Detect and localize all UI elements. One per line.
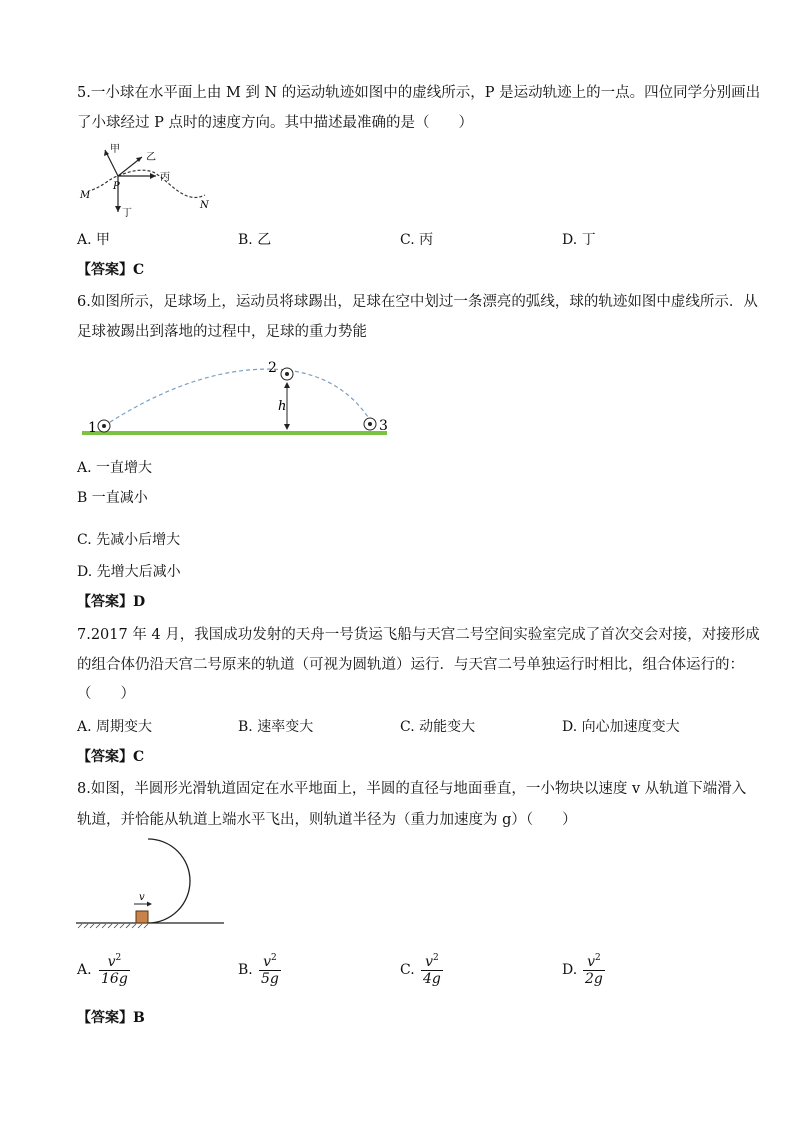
q6-option-a: A. 一直增大	[77, 460, 153, 476]
semicircle-track	[148, 839, 190, 923]
label-2: 2	[268, 360, 277, 376]
q7-option-b: B. 速率变大	[238, 719, 314, 735]
q8-option-c-letter: C.	[400, 962, 415, 978]
label-yi: 乙	[146, 152, 156, 163]
label-3: 3	[379, 418, 388, 434]
q5-velocity-figure	[70, 140, 220, 225]
q8-option-b-letter: B.	[238, 962, 253, 978]
q6-answer: 【答案】D	[77, 594, 146, 610]
q5-option-b: B. 乙	[238, 232, 272, 248]
ball-trajectory	[104, 369, 370, 426]
q7-option-c: C. 动能变大	[400, 719, 476, 735]
q8-option-d-fraction: $\frac{v^2}{2g}$	[583, 950, 605, 987]
q5-text-line2: 了小球经过 P 点时的速度方向。其中描述最准确的是（ ）	[77, 115, 473, 131]
q5-option-d: D. 丁	[562, 232, 596, 248]
q8-option-a-fraction: $\frac{v^2}{16g}$	[99, 950, 130, 987]
q8-text-line1: 8.如图，半圆形光滑轨道固定在水平地面上，半圆的直径与地面垂直，一小物块以速度 v 从轨道下端滑入	[77, 781, 747, 797]
q8-option-a-letter: A.	[77, 962, 92, 978]
q8-semicircle-track-figure	[74, 838, 204, 933]
q8-text-line2: 轨道，并恰能从轨道上端水平飞出，则轨道半径为（重力加速度为 g）（ ）	[77, 812, 577, 828]
label-M: M	[80, 190, 91, 201]
label-P: P	[113, 181, 120, 192]
q6-text-line1: 6.如图所示，足球场上，运动员将球踢出，足球在空中划过一条漂亮的弧线，球的轨迹如图中虚线所示．从	[77, 294, 758, 310]
q6-option-c: C. 先减小后增大	[77, 532, 181, 548]
grass-ground	[82, 431, 387, 435]
q8-option-b-fraction: $\frac{v^2}{5g}$	[259, 950, 281, 987]
label-jia: 甲	[110, 144, 120, 155]
q6-option-d: D. 先增大后减小	[77, 564, 181, 580]
q7-text-line3: （ ）	[77, 686, 135, 702]
q6-option-b: B 一直减小	[77, 490, 148, 506]
small-block	[136, 911, 148, 923]
trajectory-curve	[92, 170, 205, 197]
q7-option-a: A. 周期变大	[77, 719, 153, 735]
q8-option-d-letter: D.	[562, 962, 578, 978]
q6-text-line2: 足球被踢出到落地的过程中，足球的重力势能	[77, 324, 367, 340]
label-bing: 丙	[160, 172, 170, 183]
q6-football-figure	[82, 352, 392, 442]
q7-text-line1: 7.2017 年 4 月，我国成功发射的天舟一号货运飞船与天宫二号空间实验室完成了首次交会对接，对接形成	[77, 627, 760, 643]
q5-option-a: A. 甲	[77, 232, 111, 248]
q5-text-line1: 5.一小球在水平面上由 M 到 N 的运动轨迹如图中的虚线所示，P 是运动轨迹上的一点。四位同学分别画出	[77, 85, 761, 101]
label-h: h	[278, 399, 287, 414]
label-ding: 丁	[122, 208, 132, 219]
label-N: N	[200, 200, 209, 211]
q7-text-line2: 的组合体仍沿天宫二号原来的轨道（可视为圆轨道）运行．与天宫二号单独运行时相比，组合体运行的：	[77, 657, 744, 673]
q5-option-c: C. 丙	[400, 232, 434, 248]
q7-answer: 【答案】C	[77, 749, 145, 765]
q7-option-d: D. 向心加速度变大	[562, 719, 680, 735]
q8-option-c-fraction: $\frac{v^2}{4g}$	[421, 950, 443, 987]
q5-answer: 【答案】C	[77, 262, 145, 278]
label-v: v	[139, 892, 145, 903]
q8-answer: 【答案】B	[77, 1010, 145, 1026]
label-1: 1	[88, 420, 97, 436]
